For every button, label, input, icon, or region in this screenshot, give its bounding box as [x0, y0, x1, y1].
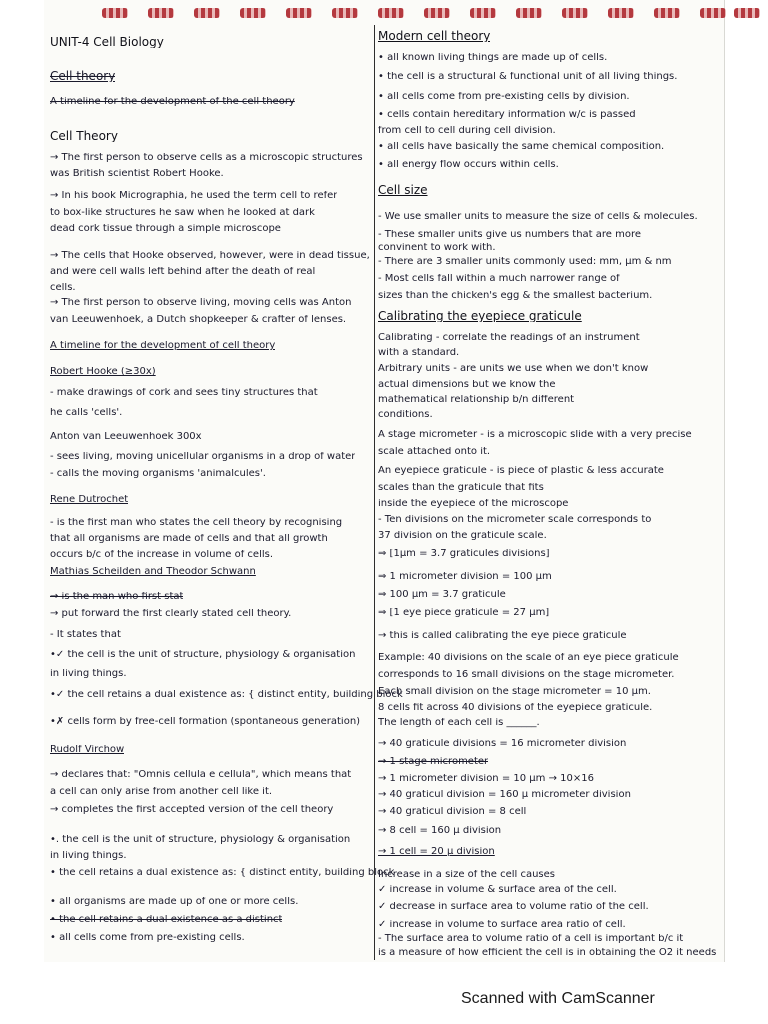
left-column-line: •. the cell is the unit of structure, physiology & organisation [50, 835, 351, 845]
left-column-line: - calls the moving organisms 'animalcules'. [50, 469, 266, 479]
left-column-line: cells. [50, 283, 76, 293]
right-column-line: → this is called calibrating the eye piece graticule [378, 631, 627, 641]
right-column-line: • all energy flow occurs within cells. [378, 160, 559, 170]
right-column-line: A stage micrometer - is a microscopic slide with a very precise [378, 430, 692, 440]
right-column-line: Cell size [378, 184, 428, 196]
left-column-line: Cell theory [50, 70, 116, 82]
right-column-line: • cells contain hereditary information w/c is passed [378, 110, 636, 120]
left-column-line: - sees living, moving unicellular organisms in a drop of water [50, 452, 356, 462]
right-column-line: with a standard. [378, 348, 460, 358]
left-column-line: • all cells come from pre-existing cells. [50, 933, 245, 943]
right-column-line: corresponds to 16 small divisions on the stage micrometer. [378, 670, 675, 680]
right-column-line: scales than the graticule that fits [378, 483, 544, 493]
left-column-line: Mathias Scheilden and Theodor Schwann [50, 567, 256, 577]
left-column-line: → put forward the first clearly stated cell theory. [50, 609, 292, 619]
right-column-line: ✓ increase in volume to surface area ratio of cell. [378, 920, 626, 930]
left-column-line: Rudolf Virchow [50, 745, 125, 755]
right-column-line: - These smaller units give us numbers that are more [378, 230, 642, 240]
left-column-line: • the cell retains a dual existence as a distinct [50, 915, 283, 925]
right-column-line: The length of each cell is ______. [378, 718, 540, 728]
left-column-line: to box-like structures he saw when he looked at dark [50, 208, 315, 218]
left-column-line: he calls 'cells'. [50, 408, 123, 418]
right-column-line: → 8 cell = 160 µ division [378, 826, 502, 836]
right-column-line: - We use smaller units to measure the size of cells & molecules. [378, 212, 698, 222]
left-column-line: UNIT-4 Cell Biology [50, 36, 164, 48]
right-column-line: → 1 micrometer division = 10 µm → 10×16 [378, 774, 594, 784]
right-column-line: → 40 graticul division = 160 µ micrometer division [378, 790, 631, 800]
right-column-line: An eyepiece graticule - is piece of plastic & less accurate [378, 466, 664, 476]
left-column-line: → The cells that Hooke observed, however, were in dead tissue, [50, 251, 370, 261]
left-column-line: Robert Hooke (≥30x) [50, 367, 156, 377]
left-column-line: •✓ the cell is the unit of structure, physiology & organisation [50, 650, 356, 660]
left-column-line: and were cell walls left behind after the death of real [50, 267, 316, 277]
right-column-line: ⇒ [1 eye piece graticule = 27 µm] [378, 608, 550, 618]
left-column-line: • all organisms are made up of one or more cells. [50, 897, 299, 907]
left-column-line: a cell can only arise from another cell like it. [50, 787, 273, 797]
left-column-line: Rene Dutrochet [50, 495, 129, 505]
left-column-line: A timeline for the development of the cell theory [50, 97, 295, 107]
right-column-line: convinent to work with. [378, 243, 496, 253]
left-column-line: that all organisms are made of cells and that all growth [50, 534, 328, 544]
column-divider [374, 25, 375, 960]
right-column-line: - Ten divisions on the micrometer scale corresponds to [378, 515, 652, 525]
right-column-line: conditions. [378, 410, 433, 420]
right-column-line: 37 division on the graticule scale. [378, 531, 547, 541]
right-column-line: • all known living things are made up of cells. [378, 53, 608, 63]
right-notes-column [378, 0, 720, 962]
left-column-line: → is the man who first stat [50, 592, 184, 602]
right-column-line: Calibrating - correlate the readings of an instrument [378, 333, 640, 343]
scanner-watermark: Scanned with CamScanner [461, 990, 655, 1007]
right-column-line: ⇒ 1 micrometer division = 100 µm [378, 572, 552, 582]
right-column-line: → 40 graticul division = 8 cell [378, 807, 527, 817]
right-column-line: • all cells have basically the same chemical composition. [378, 142, 665, 152]
right-column-line: - Most cells fall within a much narrower range of [378, 274, 620, 284]
right-column-line: Modern cell theory [378, 30, 491, 42]
left-column-line: - is the first man who states the cell theory by recognising [50, 518, 343, 528]
right-column-line: actual dimensions but we know the [378, 380, 556, 390]
left-column-line: → declares that: "Omnis cellula e cellula", which means that [50, 770, 352, 780]
left-column-line: Cell Theory [50, 130, 118, 142]
right-column-line: - The surface area to volume ratio of a cell is important b/c it [378, 934, 684, 944]
left-column-line: Anton van Leeuwenhoek 300x [50, 432, 202, 442]
right-column-line: ⇒ [1µm = 3.7 graticules divisions] [378, 549, 550, 559]
right-column-line: ✓ decrease in surface area to volume ratio of the cell. [378, 902, 649, 912]
left-column-line: - make drawings of cork and sees tiny structures that [50, 388, 318, 398]
left-column-line: •✓ the cell retains a dual existence as: { distinct entity, building block [50, 690, 403, 700]
left-column-line: → The first person to observe cells as a microscopic structures [50, 153, 363, 163]
right-column-line: Increase in a size of the cell causes [378, 870, 555, 880]
left-column-line: A timeline for the development of cell theory [50, 341, 276, 351]
left-column-line: → In his book Micrographia, he used the term cell to refer [50, 191, 338, 201]
left-column-line: • the cell retains a dual existence as: { distinct entity, building block [50, 868, 395, 878]
right-column-line: 8 cells fit across 40 divisions of the eyepiece graticule. [378, 703, 653, 713]
left-column-line: - It states that [50, 630, 121, 640]
right-column-line: Arbitrary units - are units we use when we don't know [378, 364, 649, 374]
right-column-line: • all cells come from pre-existing cells by division. [378, 92, 630, 102]
right-column-line: ⇒ 100 µm = 3.7 graticule [378, 590, 506, 600]
right-column-line: Each small division on the stage micrometer = 10 µm. [378, 687, 651, 697]
left-column-line: in living things. [50, 669, 127, 679]
left-column-line: → The first person to observe living, moving cells was Anton [50, 298, 352, 308]
right-column-line: is a measure of how efficient the cell is in obtaining the O2 it needs [378, 948, 717, 958]
right-column-line: scale attached onto it. [378, 447, 491, 457]
left-column-line: → completes the first accepted version of the cell theory [50, 805, 334, 815]
right-column-line: sizes than the chicken's egg & the smallest bacterium. [378, 291, 653, 301]
left-column-line: van Leeuwenhoek, a Dutch shopkeeper & crafter of lenses. [50, 315, 347, 325]
right-column-line: - There are 3 smaller units commonly used: mm, µm & nm [378, 257, 672, 267]
right-column-line: → 1 cell = 20 µ division [378, 847, 495, 857]
left-column-line: was British scientist Robert Hooke. [50, 169, 224, 179]
right-column-line: mathematical relationship b/n different [378, 395, 575, 405]
left-column-line: occurs b/c of the increase in volume of cells. [50, 550, 274, 560]
right-column-line: → 1 stage micrometer [378, 757, 489, 767]
right-column-line: Calibrating the eyepiece graticule [378, 310, 582, 322]
right-column-line: from cell to cell during cell division. [378, 126, 556, 136]
right-column-line: ✓ increase in volume & surface area of the cell. [378, 885, 617, 895]
left-column-line: in living things. [50, 851, 127, 861]
binding-hole [734, 8, 760, 18]
right-column-line: Example: 40 divisions on the scale of an eye piece graticule [378, 653, 679, 663]
right-column-line: inside the eyepiece of the microscope [378, 499, 569, 509]
left-column-line: •✗ cells form by free-cell formation (spontaneous generation) [50, 717, 361, 727]
right-column-line: → 40 graticule divisions = 16 micrometer division [378, 739, 627, 749]
left-column-line: dead cork tissue through a simple microscope [50, 224, 281, 234]
right-column-line: • the cell is a structural & functional unit of all living things. [378, 72, 678, 82]
